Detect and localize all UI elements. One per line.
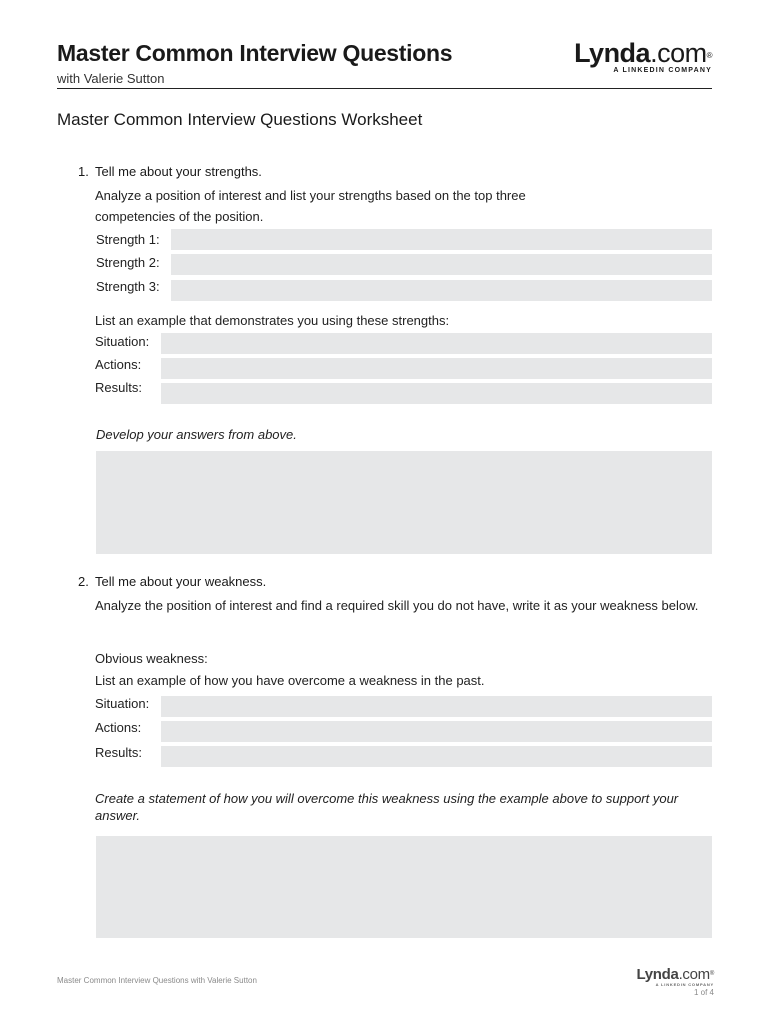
q2-answer-textarea[interactable]: [96, 836, 712, 938]
strength-3-field[interactable]: [171, 280, 712, 301]
q1-heading: [78, 164, 262, 179]
q1-heading-text: Tell me about your strengths.: [95, 164, 262, 179]
worksheet-title: Master Common Interview Questions Worksheet: [57, 110, 423, 129]
footer-logo-wordmark: [636, 967, 714, 982]
strength-3-label: Strength 3:: [96, 279, 160, 294]
q1-actions-label: Actions:: [95, 357, 142, 372]
logo-registered: ®: [706, 51, 712, 60]
q2-situation-label: Situation:: [95, 696, 150, 711]
q1-actions-field[interactable]: [161, 358, 712, 379]
page-number: 1 of 4: [693, 988, 714, 997]
q1-number: 1.: [78, 164, 89, 179]
header-divider: [57, 88, 712, 89]
footer-logo-bold: Lynda: [636, 966, 679, 983]
q2-results-field[interactable]: [161, 746, 712, 767]
logo-bold: Lynda: [574, 38, 651, 68]
q2-example-prompt: List an example of how you have overcome a weakness in the past.: [95, 673, 485, 688]
strength-1-label: Strength 1:: [96, 232, 160, 247]
q2-heading: [78, 574, 266, 589]
q1-answer-textarea[interactable]: [96, 451, 712, 554]
footer-logo-domain: .com: [678, 966, 710, 983]
q1-develop-prompt: Develop your answers from above.: [96, 427, 297, 442]
q1-results-label: Results:: [95, 380, 142, 395]
course-title: Master Common Interview Questions: [57, 40, 453, 66]
q1-situation-field[interactable]: [161, 333, 712, 354]
q2-results-label: Results:: [95, 745, 142, 760]
footer-logo-tagline: A LINKEDIN COMPANY: [655, 982, 714, 987]
q1-instructions: Analyze a position of interest and list your strengths based on the top three competencies of the position.: [95, 188, 526, 224]
strength-1-field[interactable]: [171, 229, 712, 250]
q1-results-field[interactable]: [161, 383, 712, 404]
q1-situation-label: Situation:: [95, 334, 150, 349]
lynda-logo: [574, 40, 712, 74]
strength-2-label: Strength 2:: [96, 255, 160, 270]
footer-logo: [636, 967, 714, 997]
q2-situation-field[interactable]: [161, 696, 712, 717]
q1-example-prompt: List an example that demonstrates you using these strengths:: [95, 313, 450, 328]
logo-wordmark: [574, 40, 712, 67]
q2-actions-label: Actions:: [95, 720, 142, 735]
logo-tagline: A LINKEDIN COMPANY: [613, 67, 712, 74]
q2-number: 2.: [78, 574, 89, 589]
course-author: with Valerie Sutton: [57, 71, 165, 86]
q2-heading-text: Tell me about your weakness.: [95, 574, 267, 589]
strength-2-field[interactable]: [171, 254, 712, 275]
q2-obvious-weakness-label: Obvious weakness:: [95, 651, 208, 666]
footer-course-title: Master Common Interview Questions with Valerie Sutton: [57, 976, 257, 985]
q2-actions-field[interactable]: [161, 721, 712, 742]
q2-instructions: Analyze the position of interest and find a required skill you do not have, write it as your weakness below.: [95, 598, 699, 613]
q2-statement-prompt: Create a statement of how you will overcome this weakness using the example above to support your answer.: [95, 791, 679, 823]
footer-logo-registered: ®: [709, 971, 714, 977]
logo-domain: .com: [650, 38, 707, 68]
